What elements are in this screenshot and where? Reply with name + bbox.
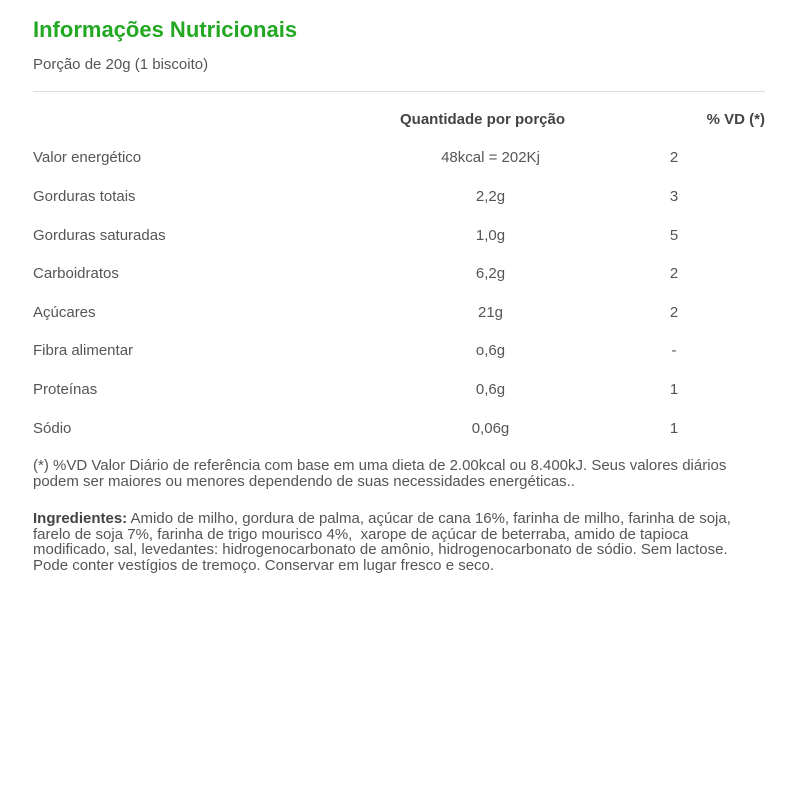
nutrient-name: Proteínas: [33, 380, 98, 398]
nutrient-daily-value: -: [671, 342, 677, 360]
nutrient-amount: 0,06g: [471, 419, 510, 437]
nutrient-daily-value: 3: [669, 187, 679, 205]
nutrient-name: Gorduras saturadas: [33, 226, 166, 244]
serving-size: Porção de 20g (1 biscoito): [33, 56, 209, 73]
nutrient-name: Gorduras totais: [33, 187, 136, 205]
table-header-row: [33, 100, 765, 139]
nutrient-amount: 6,2g: [475, 265, 506, 283]
nutrient-name: Fibra alimentar: [33, 342, 134, 360]
nutrient-daily-value: 2: [669, 265, 679, 283]
nutrient-amount: 1,0g: [475, 226, 506, 244]
table-row: [33, 254, 765, 293]
nutrient-daily-value: 2: [669, 149, 679, 167]
nutrient-amount: o,6g: [475, 342, 506, 360]
nutrition-table: [33, 100, 765, 447]
column-header-daily-value: % VD (*): [706, 110, 765, 128]
page-title: Informações Nutricionais: [33, 17, 298, 42]
header-divider: [33, 91, 765, 92]
ingredients-text: Amido de milho, gordura de palma, açúcar de cana 16%, farinha de milho, farinha de soja, farelo de soja 7%, farinha de trigo mourisco 4%, xarope de açúcar de beterraba, amido de tapioca modificado, sal, levedantes: hidrogenocarbonato de amônio, hidrogenocarbonato de sódio. Sem lactose. Pode conter vestígios de tremoço. Conservar em lugar fresco e seco.: [33, 510, 736, 574]
ingredients-paragraph: [33, 511, 763, 573]
nutrient-name: Carboidratos: [33, 265, 119, 283]
table-row: [33, 139, 765, 178]
table-row: [33, 293, 765, 332]
daily-value-footnote: (*) %VD Valor Diário de referência com base em uma dieta de 2.00kcal ou 8.400kJ. Seus valores diários podem ser maiores ou menores dependendo de suas necessidades energéticas..: [33, 457, 727, 490]
nutrient-name: Açúcares: [33, 303, 96, 321]
nutrient-daily-value: 1: [669, 380, 679, 398]
nutrient-amount: 48kcal = 202Kj: [441, 149, 540, 167]
nutrient-daily-value: 5: [669, 226, 679, 244]
nutrient-amount: 0,6g: [475, 380, 506, 398]
nutrient-daily-value: 1: [669, 419, 679, 437]
table-row: [33, 216, 765, 255]
nutrient-daily-value: 2: [669, 303, 679, 321]
nutrient-amount: 2,2g: [475, 187, 506, 205]
nutrient-amount: 21g: [477, 303, 504, 321]
table-row: [33, 177, 765, 216]
nutrient-name: Valor energético: [33, 149, 142, 167]
ingredients-label: Ingredientes:: [33, 510, 128, 527]
nutrient-name: Sódio: [33, 419, 72, 437]
table-row: [33, 370, 765, 409]
column-header-quantity: Quantidade por porção: [400, 110, 566, 128]
table-row: [33, 409, 765, 448]
table-row: [33, 332, 765, 371]
